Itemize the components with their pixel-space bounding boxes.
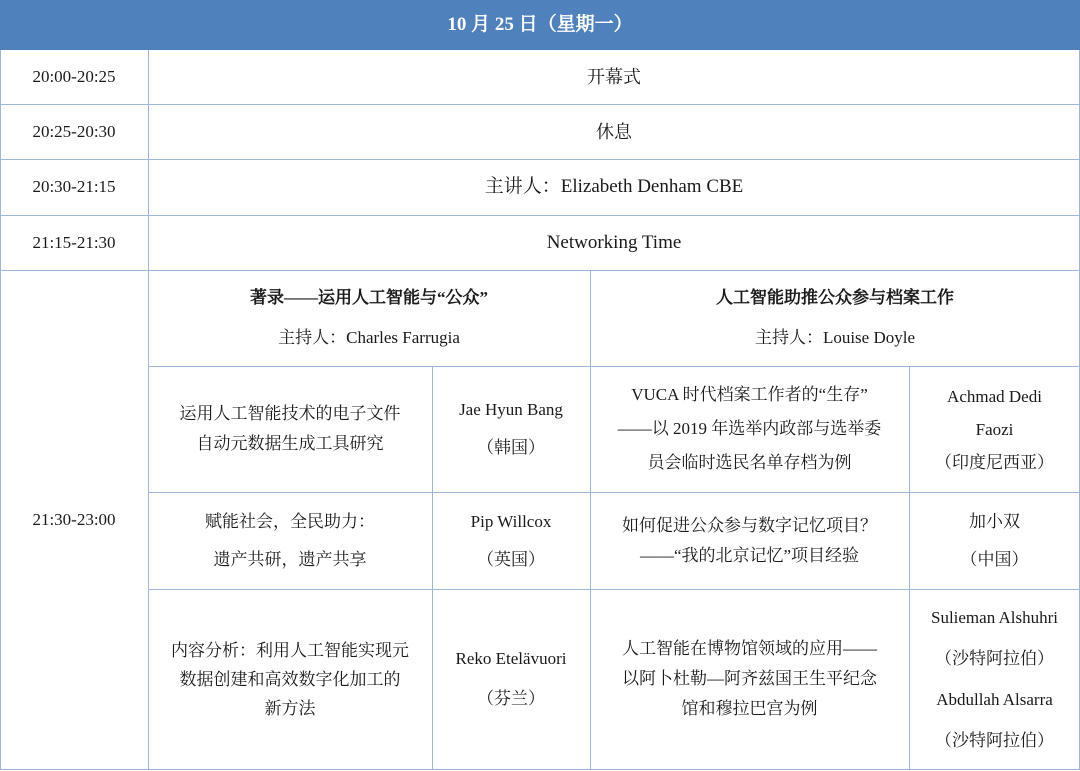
talk-topic <box>148 589 432 769</box>
topic-line: 如何促进公众参与数字记忆项目？ <box>622 515 877 535</box>
speaker-name: Reko Etelävuori <box>455 649 567 668</box>
agenda-cell <box>148 50 1080 104</box>
topic-line: 以阿卜杜勒—阿齐兹国王生平纪念 <box>622 669 877 688</box>
time-cell <box>0 159 148 215</box>
track-host: 主持人：Louise Doyle <box>754 328 916 347</box>
agenda-cell <box>148 159 1080 215</box>
agenda-cell <box>148 215 1080 270</box>
agenda-text: 主讲人：Elizabeth Denham CBE <box>484 176 744 197</box>
agenda-text: 开幕式 <box>587 67 641 87</box>
talk-topic <box>590 492 909 589</box>
talk-speaker <box>909 589 1080 769</box>
time-text: 20:25-20:30 <box>32 121 116 141</box>
speaker-country: （中国） <box>960 549 1029 569</box>
time-cell <box>0 50 148 104</box>
agenda-cell <box>148 104 1080 159</box>
time-cell <box>0 215 148 270</box>
speaker-country: （沙特阿拉伯） <box>935 649 1054 668</box>
talk-speaker <box>909 366 1080 492</box>
speaker-name: Jae Hyun Bang <box>459 400 563 419</box>
time-cell <box>0 104 148 159</box>
talk-topic <box>590 366 909 492</box>
topic-line: ——以 2019 年选举内政部与选举委 <box>617 419 882 438</box>
track-title: 人工智能助推公众参与档案工作 <box>716 288 954 307</box>
date-header <box>0 0 1080 50</box>
agenda-text: Networking Time <box>546 231 682 253</box>
track-header-right <box>590 270 1080 366</box>
time-text: 20:30-21:15 <box>32 177 116 196</box>
speaker-country: （英国） <box>477 549 545 569</box>
time-text: 20:00-20:25 <box>32 67 116 86</box>
speaker-name: 加小双 <box>969 511 1020 531</box>
topic-line: 馆和穆拉巴宫为例 <box>681 699 818 718</box>
speaker-name: Pip Willcox <box>470 511 552 531</box>
topic-line: 人工智能在博物馆领域的应用—— <box>622 639 877 658</box>
speaker-country: （沙特阿拉伯） <box>935 731 1054 750</box>
speaker-country: （印度尼西亚） <box>935 452 1054 472</box>
time-cell <box>0 270 148 770</box>
talk-topic <box>590 589 909 769</box>
topic-line: 赋能社会，全民助力： <box>205 511 375 531</box>
topic-line: 员会临时选民名单存档为例 <box>647 453 852 472</box>
speaker-name: Sulieman Alshuhri <box>930 608 1059 627</box>
talk-speaker <box>432 492 590 589</box>
speaker-country: （芬兰） <box>477 689 545 708</box>
talk-speaker <box>909 492 1080 589</box>
topic-line: 数据创建和高效数字化加工的 <box>179 669 401 689</box>
topic-line: ——“我的北京记忆”项目经验 <box>639 545 860 565</box>
talk-topic <box>148 366 432 492</box>
talk-topic <box>148 492 432 589</box>
speaker-name: Abdullah Alsarra <box>936 690 1053 709</box>
table-bottom-border <box>0 769 1080 770</box>
date-header-text: 10 月 25 日（星期一） <box>447 14 633 35</box>
talk-speaker <box>432 366 590 492</box>
speaker-name: Achmad Dedi <box>947 386 1042 406</box>
topic-line: 新方法 <box>264 698 316 718</box>
time-text: 21:15-21:30 <box>32 232 116 252</box>
track-title: 著录——运用人工智能与“公众” <box>250 288 488 307</box>
agenda-text: 休息 <box>596 121 632 142</box>
speaker-name: Faozi <box>975 419 1014 439</box>
topic-line: 遗产共研，遗产共享 <box>213 549 367 569</box>
topic-line: 内容分析：利用人工智能实现元 <box>171 640 409 660</box>
time-text: 21:30-23:00 <box>32 510 116 529</box>
track-host: 主持人：Charles Farrugia <box>278 328 460 347</box>
track-header-left <box>148 270 590 366</box>
speaker-country: （韩国） <box>477 438 545 457</box>
topic-line: VUCA 时代档案工作者的“生存” <box>631 385 868 404</box>
topic-line: 自动元数据生成工具研究 <box>196 434 384 453</box>
topic-line: 运用人工智能技术的电子文件 <box>179 404 401 423</box>
talk-speaker <box>432 589 590 769</box>
